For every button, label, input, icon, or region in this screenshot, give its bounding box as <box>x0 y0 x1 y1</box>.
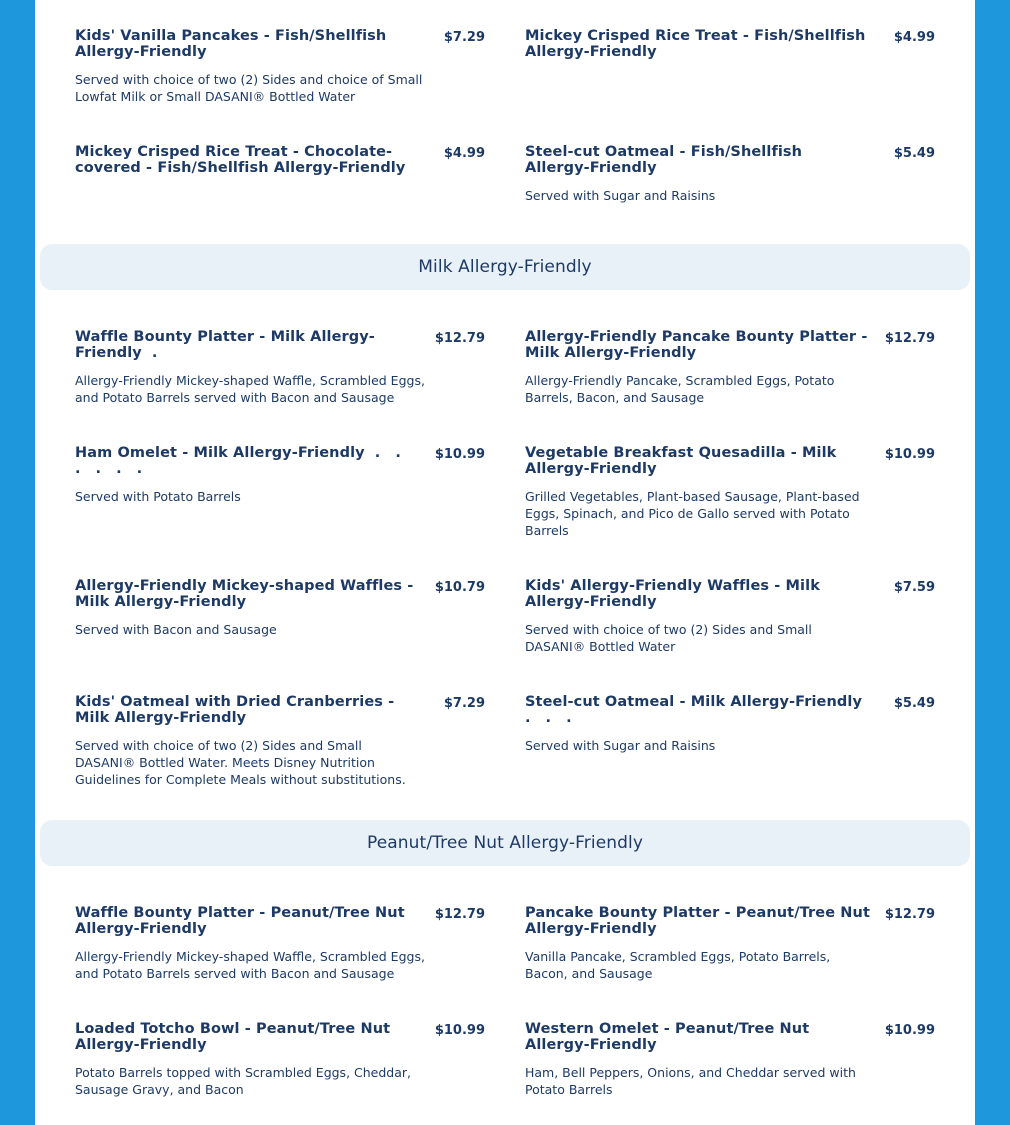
item-description: Allergy-Friendly Pancake, Scrambled Eggs, Potato Barrels, Bacon, and Sausage <box>525 373 835 405</box>
item-name-text: Steel-cut Oatmeal - Milk Allergy-Friendly <box>525 694 862 710</box>
item-name: Loaded Totcho Bowl - Peanut/Tree Nut Allergy-Friendly <box>75 1021 391 1053</box>
item-name: Allergy-Friendly Pancake Bounty Platter - Milk Allergy-Friendly <box>525 329 868 361</box>
item-name: Kids' Allergy-Friendly Waffles - Milk Allergy-Friendly <box>525 578 820 610</box>
item-description: Served with choice of two (2) Sides and Small DASANI® Bottled Water. Meets Disney Nutrition Guidelines for Complete Meals without substitutions. <box>75 738 406 787</box>
menu-item[interactable] <box>75 28 485 144</box>
item-price: $10.79 <box>434 580 485 595</box>
menu-item[interactable] <box>75 694 485 820</box>
item-price: $10.99 <box>434 1023 485 1038</box>
item-price: $7.29 <box>443 30 485 45</box>
section-header: Milk Allergy-Friendly <box>40 244 970 290</box>
item-price: $4.99 <box>443 146 485 161</box>
menu-item[interactable] <box>75 329 485 445</box>
item-description: Served with Sugar and Raisins <box>525 738 716 753</box>
item-name: Mickey Crisped Rice Treat - Fish/Shellfish Allergy-Friendly <box>525 28 866 60</box>
item-name: Allergy-Friendly Mickey-shaped Waffles - Milk Allergy-Friendly <box>75 578 414 610</box>
item-name: Steel-cut Oatmeal - Fish/Shellfish Allergy-Friendly <box>525 144 803 176</box>
item-name: Waffle Bounty Platter - Peanut/Tree Nut Allergy-Friendly <box>75 905 405 937</box>
menu-grid <box>35 866 975 1111</box>
item-name: Western Omelet - Peanut/Tree Nut Allergy-Friendly <box>525 1021 810 1053</box>
item-name <box>75 445 421 477</box>
item-description: Allergy-Friendly Mickey-shaped Waffle, Scrambled Eggs, and Potato Barrels served with Bacon and Sausage <box>75 949 425 981</box>
item-price: $12.79 <box>884 331 935 346</box>
menu-page <box>35 0 975 1125</box>
menu-section-milk <box>35 244 975 820</box>
menu-item[interactable] <box>75 1021 485 1111</box>
menu-item[interactable] <box>525 329 935 445</box>
item-description: Potato Barrels topped with Scrambled Eggs, Cheddar, Sausage Gravy, and Bacon <box>75 1065 411 1097</box>
item-price: $10.99 <box>884 447 935 462</box>
menu-item[interactable] <box>525 445 935 578</box>
item-name-text: Ham Omelet - Milk Allergy-Friendly <box>75 445 365 461</box>
leader-dots: . <box>141 345 163 361</box>
item-description: Grilled Vegetables, Plant-based Sausage, Plant-based Eggs, Spinach, and Pico de Gallo served with Potato Barrels <box>525 489 860 538</box>
menu-item[interactable] <box>75 144 485 244</box>
item-name: Kids' Oatmeal with Dried Cranberries - Milk Allergy-Friendly <box>75 694 395 726</box>
menu-item[interactable] <box>525 694 935 820</box>
item-name: Mickey Crisped Rice Treat - Chocolate-covered - Fish/Shellfish Allergy-Friendly <box>75 144 406 176</box>
item-description: Ham, Bell Peppers, Onions, and Cheddar served with Potato Barrels <box>525 1065 856 1097</box>
item-price: $4.99 <box>893 30 935 45</box>
menu-grid <box>35 290 975 820</box>
item-description: Served with Sugar and Raisins <box>525 188 716 203</box>
item-price: $10.99 <box>884 1023 935 1038</box>
menu-item[interactable] <box>525 28 935 144</box>
menu-item[interactable] <box>525 144 935 244</box>
item-name: Vegetable Breakfast Quesadilla - Milk Allergy-Friendly <box>525 445 837 477</box>
menu-item[interactable] <box>525 1021 935 1111</box>
item-price: $10.99 <box>434 447 485 462</box>
item-price: $12.79 <box>434 331 485 346</box>
item-description: Served with choice of two (2) Sides and Small DASANI® Bottled Water <box>525 622 812 654</box>
item-description: Allergy-Friendly Mickey-shaped Waffle, Scrambled Eggs, and Potato Barrels served with Bacon and Sausage <box>75 373 425 405</box>
item-price: $7.29 <box>443 696 485 711</box>
item-description: Served with Potato Barrels <box>75 489 241 504</box>
menu-item[interactable] <box>525 578 935 694</box>
item-description: Served with Bacon and Sausage <box>75 622 277 637</box>
leader-dots: . . . <box>525 710 577 726</box>
item-price: $5.49 <box>893 696 935 711</box>
menu-section-fish-shellfish <box>35 0 975 244</box>
menu-item[interactable] <box>75 445 485 578</box>
menu-grid <box>35 28 975 244</box>
menu-item[interactable] <box>525 905 935 1021</box>
item-price: $7.59 <box>893 580 935 595</box>
item-description: Served with choice of two (2) Sides and choice of Small Lowfat Milk or Small DASANI® Bottled Water <box>75 72 423 104</box>
item-name: Pancake Bounty Platter - Peanut/Tree Nut Allergy-Friendly <box>525 905 870 937</box>
leader-dots: . . . . . . <box>75 445 406 477</box>
item-name <box>75 329 421 361</box>
menu-item[interactable] <box>75 905 485 1021</box>
item-price: $12.79 <box>434 907 485 922</box>
item-name-text: Waffle Bounty Platter - Milk Allergy-Friendly <box>75 329 375 361</box>
item-name <box>525 694 871 726</box>
item-price: $5.49 <box>893 146 935 161</box>
item-price: $12.79 <box>884 907 935 922</box>
section-header: Peanut/Tree Nut Allergy-Friendly <box>40 820 970 866</box>
menu-section-peanut-tree-nut <box>35 820 975 1111</box>
item-description: Vanilla Pancake, Scrambled Eggs, Potato Barrels, Bacon, and Sausage <box>525 949 831 981</box>
item-name: Kids' Vanilla Pancakes - Fish/Shellfish Allergy-Friendly <box>75 28 387 60</box>
menu-item[interactable] <box>75 578 485 694</box>
